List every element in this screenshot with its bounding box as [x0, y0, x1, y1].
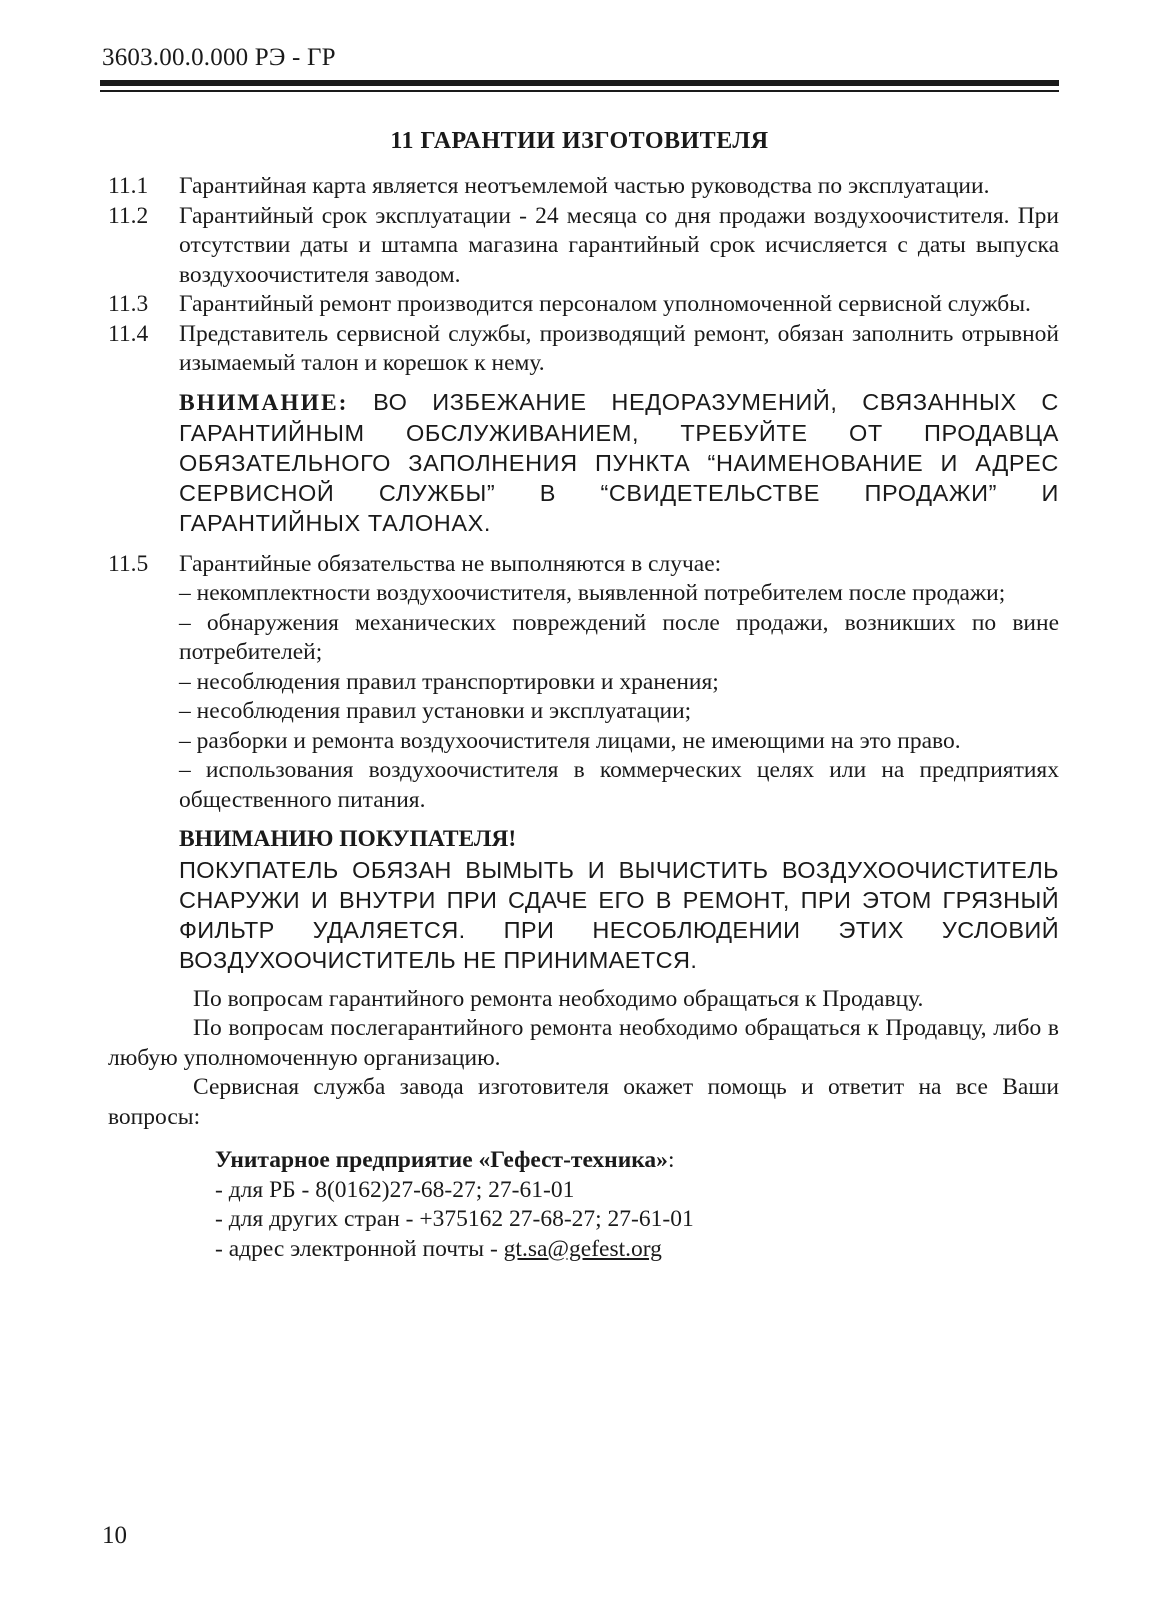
document-code: 3603.00.0.000 РЭ - ГР: [102, 44, 336, 71]
clause-text: Представитель сервисной службы, производящий ремонт, обязан заполнить отрывной изымаемый талон и корешок к нему.: [179, 320, 1059, 376]
clause-number: 11.3: [108, 291, 149, 317]
clause-11-1: [108, 172, 1059, 202]
org-suffix: :: [667, 1147, 675, 1173]
phone-rb: - для РБ - 8(0162)27-68-27; 27-61-01: [215, 1176, 575, 1203]
exclusion-case: – несоблюдения правил транспортировки и хранения;: [179, 668, 719, 695]
organization-name: Унитарное предприятие «Гефест-техника»: [215, 1147, 668, 1173]
exclusion-case: – обнаружения механических повреждений после продажи, возникших по вине потребителей;: [179, 609, 1059, 665]
paragraph: Сервисная служба завода изготовителя окажет помощь и ответит на все Ваши вопросы:: [108, 1074, 1059, 1130]
buyer-notice: [179, 825, 1059, 975]
paragraph: По вопросам послегарантийного ремонта необходимо обращаться к Продавцу, либо в любую уполномоченную организацию.: [108, 1015, 1059, 1071]
clause-number: 11.4: [108, 320, 149, 347]
header-rule-thick: [100, 80, 1059, 86]
warning-text: ВО ИЗБЕЖАНИЕ НЕДОРАЗУМЕНИЙ, СВЯЗАННЫХ С ГАРАНТИЙНЫМ ОБСЛУЖИВАНИЕМ, ТРЕБУЙТЕ ОТ ПРОДАВЦА ОБЯЗАТЕЛЬНОГО ЗАПОЛНЕНИЯ ПУНКТА “НАИМЕНОВАНИЕ И АДРЕС СЕРВИСНОЙ СЛУЖБЫ” В “СВИДЕТЕЛЬСТВЕ ПРОДАЖИ” И ГАРАНТИЙНЫХ ТАЛОНАХ.: [179, 388, 1059, 536]
clause-number: 11.1: [108, 173, 149, 199]
clause-number: 11.5: [108, 550, 149, 577]
section-title: 11 ГАРАНТИИ ИЗГОТОВИТЕЛЯ: [390, 128, 769, 154]
exclusion-case: – разборки и ремонта воздухоочистителя лицами, не имеющими на это право.: [179, 727, 961, 754]
phone-other: - для других стран - +375162 27-68-27; 27-61-01: [215, 1206, 694, 1232]
clause-11-5: [108, 550, 1059, 816]
warning-label: ВНИМАНИЕ:: [179, 389, 349, 416]
page-number: 10: [102, 1522, 127, 1549]
email-link[interactable]: gt.sa@gefest.org: [503, 1235, 662, 1262]
paragraph: По вопросам гарантийного ремонта необходимо обращаться к Продавцу.: [193, 985, 924, 1012]
clause-text: [179, 550, 1059, 816]
warranty-content: [108, 172, 1059, 1264]
clause-intro: Гарантийные обязательства не выполняются в случае:: [179, 550, 722, 577]
clause-11-3: [108, 290, 1059, 320]
exclusion-case: – несоблюдения правил установки и эксплуатации;: [179, 698, 692, 724]
clause-11-2: [108, 202, 1059, 291]
clause-number: 11.2: [108, 202, 149, 229]
clause-11-4: [108, 320, 1059, 379]
warning-block: [179, 387, 1059, 538]
clause-text: Гарантийный ремонт производится персоналом уполномоченной сервисной службы.: [179, 291, 1031, 317]
exclusion-case: – некомплектности воздухоочистителя, выявленной потребителем после продажи;: [179, 580, 1006, 606]
email-label: - адрес электронной почты -: [215, 1235, 504, 1262]
contact-org-line: [215, 1146, 1059, 1176]
clause-text: Гарантийный срок эксплуатации - 24 месяца со дня продажи воздухоочистителя. При отсутствии даты и штампа магазина гарантийный срок исчисляется с даты выпуска воздухоочистителя заводом.: [179, 202, 1059, 288]
clause-text: Гарантийная карта является неотъемлемой частью руководства по эксплуатации.: [179, 173, 990, 199]
contacts-block: [215, 1146, 1059, 1264]
exclusion-case: – использования воздухоочистителя в коммерческих целях или на предприятиях общественного питания.: [179, 757, 1059, 813]
buyer-notice-text: ПОКУПАТЕЛЬ ОБЯЗАН ВЫМЫТЬ И ВЫЧИСТИТЬ ВОЗДУХООЧИСТИТЕЛЬ СНАРУЖИ И ВНУТРИ ПРИ СДАЧЕ ЕГО В РЕМОНТ, ПРИ ЭТОМ ГРЯЗНЫЙ ФИЛЬТР УДАЛЯЕТСЯ. ПРИ НЕСОБЛЮДЕНИИ ЭТИХ УСЛОВИЙ ВОЗДУХООЧИСТИТЕЛЬ НЕ ПРИНИМАЕТСЯ.: [179, 856, 1059, 973]
header-rule-thin: [100, 90, 1059, 92]
buyer-notice-title: ВНИМАНИЮ ПОКУПАТЕЛЯ!: [179, 826, 517, 852]
email-line: [215, 1235, 1059, 1265]
